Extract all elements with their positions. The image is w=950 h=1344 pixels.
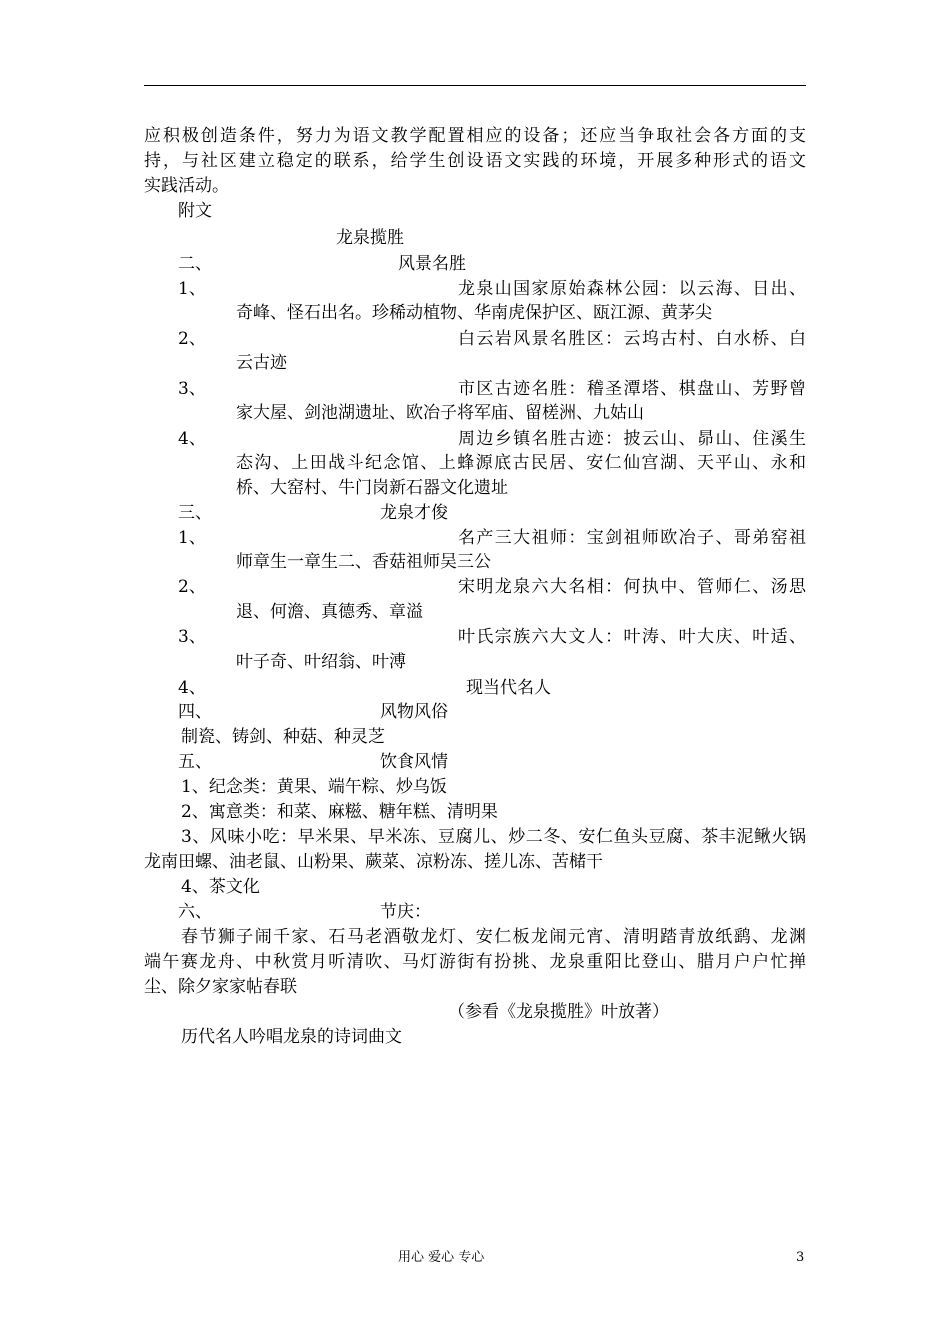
sec6-line3: 尘、除夕家家帖春联: [144, 977, 297, 997]
sec2-item2-line2: 云古迹: [236, 353, 287, 373]
intro-line-1: 应积极创造条件，努力为语文教学配置相应的设备；还应当争取社会各方面的支: [144, 126, 806, 146]
sec2-item1-line1: 龙泉山国家原始森林公园：以云海、日出、: [458, 279, 806, 299]
citation: （参看《龙泉揽胜》叶放著）: [448, 1002, 669, 1022]
sec5-item3-line2: 龙南田螺、油老鼠、山粉果、蕨菜、凉粉冻、搓儿冻、苦槠干: [144, 852, 603, 872]
sec5-item1: 1、纪念类：黄果、端午粽、炒乌饭: [181, 777, 447, 797]
sec2-item2-num: 2、: [178, 329, 206, 349]
sec3-num: 三、: [178, 503, 212, 523]
sec3-item2-num: 2、: [178, 577, 206, 597]
sec3-item3-num: 3、: [178, 627, 206, 647]
intro-line-2: 持，与社区建立稳定的联系，给学生创设语文实践的环境，开展多种形式的语文: [144, 151, 806, 171]
sec3-item1-num: 1、: [178, 528, 206, 548]
sec6-line1: 春节狮子闹千家、石马老酒敬龙灯、安仁板龙闹元宵、清明踏青放纸鹞、龙渊: [181, 927, 806, 947]
sec4-title: 风物风俗: [380, 702, 448, 722]
sec2-item4-line3: 桥、大窑村、牛门岗新石器文化遗址: [236, 478, 508, 498]
sec2-item1-line2: 奇峰、怪石出名。珍稀动植物、华南虎保护区、瓯江源、黄茅尖: [236, 303, 712, 323]
closing-line: 历代名人吟唱龙泉的诗词曲文: [181, 1027, 402, 1047]
sec2-item3-line2: 家大屋、剑池湖遗址、欧冶子将军庙、留槎洲、九姑山: [236, 403, 644, 423]
sec5-item2: 2、寓意类：和菜、麻糍、糖年糕、清明果: [181, 802, 498, 822]
doc-title: 龙泉揽胜: [336, 228, 404, 248]
sec6-num: 六、: [178, 902, 212, 922]
sec5-num: 五、: [178, 752, 212, 772]
footer-motto: 用心 爱心 专心: [398, 1250, 485, 1265]
sec5-item3-line1: 3、风味小吃：早米果、早米冻、豆腐儿、炒二冬、安仁鱼头豆腐、茶丰泥鳅火锅: [181, 827, 806, 847]
sec3-item2-line1: 宋明龙泉六大名相：何执中、管师仁、汤思: [458, 577, 806, 597]
appendix-label: 附文: [178, 201, 212, 221]
sec3-item4-line1: 现当代名人: [466, 678, 551, 698]
sec2-item4-num: 4、: [178, 429, 206, 449]
sec3-item1-line1: 名产三大祖师：宝剑祖师欧冶子、哥弟窑祖: [458, 528, 806, 548]
sec2-item1-num: 1、: [178, 279, 206, 299]
header-rule: [144, 85, 806, 86]
sec3-title: 龙泉才俊: [380, 503, 448, 523]
sec4-num: 四、: [178, 702, 212, 722]
sec4-body: 制瓷、铸剑、种菇、种灵芝: [181, 727, 385, 747]
sec5-item4: 4、茶文化: [181, 877, 260, 897]
sec6-title: 节庆：: [380, 902, 431, 922]
sec6-line2: 端午赛龙舟、中秋赏月听清吹、马灯游街有扮挑、龙泉重阳比登山、腊月户户忙掸: [144, 952, 806, 972]
sec2-item4-line1: 周边乡镇名胜古迹：披云山、昴山、住溪生: [458, 429, 806, 449]
sec3-item1-line2: 师章生一章生二、香菇祖师吴三公: [236, 552, 491, 572]
sec2-item3-num: 3、: [178, 379, 206, 399]
sec2-item2-line1: 白云岩风景名胜区：云坞古村、白水桥、白: [458, 329, 806, 349]
sec3-item3-line1: 叶氏宗族六大文人：叶涛、叶大庆、叶适、: [458, 627, 806, 647]
sec3-item2-line2: 退、何澹、真德秀、章溢: [236, 602, 423, 622]
sec2-title: 风景名胜: [398, 254, 466, 274]
sec2-num: 二、: [178, 254, 212, 274]
intro-line-3: 实践活动。: [144, 176, 229, 196]
page-number: 3: [796, 1250, 805, 1265]
sec3-item4-num: 4、: [178, 678, 206, 698]
sec3-item3-line2: 叶子奇、叶绍翁、叶溥: [236, 652, 406, 672]
sec2-item3-line1: 市区古迹名胜：稽圣潭塔、棋盘山、芳野曾: [458, 379, 806, 399]
sec2-item4-line2: 态沟、上田战斗纪念馆、上蜂源底古民居、安仁仙宫湖、天平山、永和: [236, 453, 806, 473]
sec5-title: 饮食风情: [380, 752, 448, 772]
